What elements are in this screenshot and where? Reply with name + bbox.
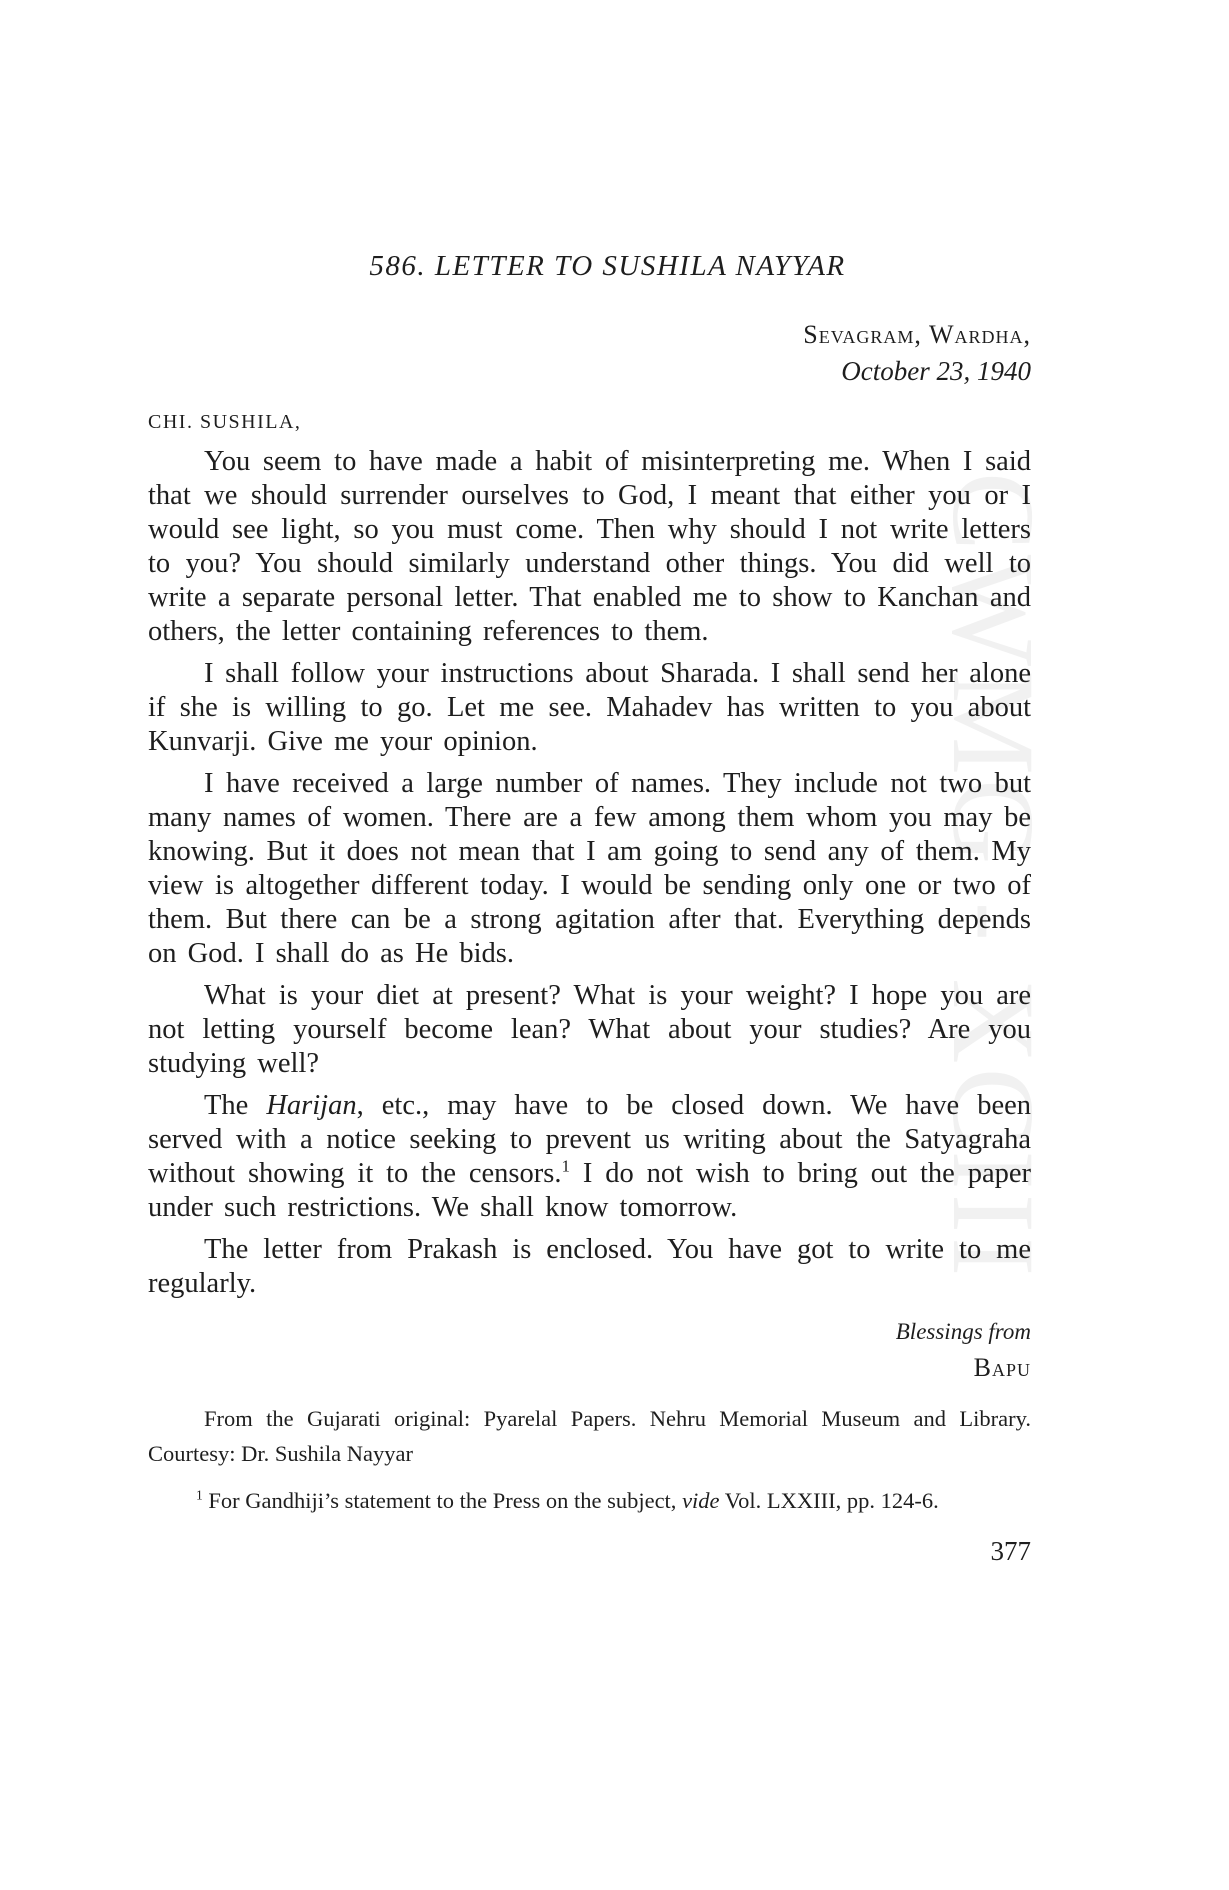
document-title: [184, 250, 1031, 283]
salutation: CHI. SUSHILA,: [148, 411, 302, 433]
source-note: From the Gujarati original: Pyarelal Papers. Nehru Memorial Museum and Library. Courtesy: Dr. Sushila Nayyar: [148, 1406, 1031, 1466]
page-number: 377: [990, 1536, 1031, 1566]
signature: Bapu: [973, 1353, 1031, 1382]
letter-body: [148, 445, 1031, 1301]
paragraph-5: [148, 1089, 1031, 1225]
footnote: [148, 1483, 1031, 1518]
paragraph-5-lead: The: [204, 1090, 267, 1121]
document-page: [148, 250, 1031, 1567]
footnote-marker: 1: [196, 1487, 203, 1503]
letter-number: 586.: [369, 250, 427, 282]
letter-title: LETTER TO SUSHILA NAYYAR: [434, 250, 846, 282]
footnote-rest: Vol. LXXIII, pp. 124-6.: [719, 1488, 939, 1513]
footnote-reference: 1: [561, 1156, 571, 1176]
paragraph-1: You seem to have made a habit of misinterpreting me. When I said that we should surrender ourselves to God, I meant that either you or I would see light, so you must come. Then why should I not write letters to you? You should similarly understand other things. You did well to write a separate personal letter. That enabled me to show to Kanchan and others, the letter containing references to them.: [148, 446, 1031, 647]
paragraph-5-tail: I do not wish to bring out the paper under such restrictions. We shall know tomorrow.: [148, 1158, 1031, 1223]
paragraph-6: The letter from Prakash is enclosed. You have got to write to me regularly.: [148, 1234, 1031, 1299]
date-line: October 23, 1940: [841, 356, 1031, 386]
paragraph-3: I have received a large number of names. They include not two but many names of women. There are a few among them whom you may be knowing. But it does not mean that I am going to send any of them. My view is altogether different today. I would be sending only one or two of them. But there can be a strong agitation after that. Everything depends on God. I shall do as He bids.: [148, 768, 1031, 969]
paragraph-5-rest: , etc., may have to be closed down. We have been served with a notice seeking to prevent us writing about the Satyagraha without showing it to the censors.: [148, 1090, 1031, 1189]
closing-blessings: Blessings from: [895, 1319, 1031, 1344]
paragraph-2: I shall follow your instructions about Sharada. I shall send her alone if she is willing to go. Let me see. Mahadev has written to you about Kunvarji. Give me your opinion.: [148, 658, 1031, 757]
place-line: Sevagram, Wardha,: [803, 320, 1031, 349]
harijan-italic: Harijan: [266, 1090, 357, 1121]
watermark: CWMG - XCIII: [928, 472, 1059, 1281]
footnote-lead: For Gandhiji’s statement to the Press on the subject,: [202, 1488, 683, 1513]
vide-italic: vide: [682, 1488, 720, 1513]
paragraph-4: What is your diet at present? What is your weight? I hope you are not letting yourself become lean? What about your studies? Are you studying well?: [148, 980, 1031, 1079]
